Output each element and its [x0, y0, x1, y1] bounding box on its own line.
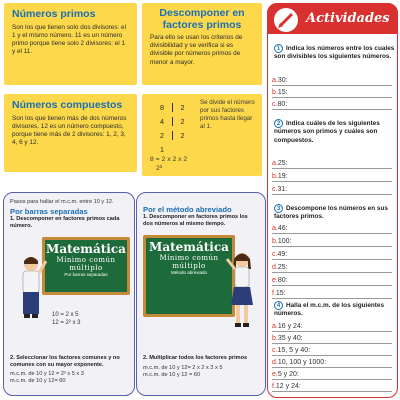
answer-line[interactable] [272, 322, 392, 332]
answer-line[interactable] [272, 185, 392, 195]
board-title: Matemática [149, 240, 229, 254]
answer-line[interactable] [272, 224, 392, 234]
answer-line[interactable] [272, 346, 392, 356]
item-letter: b. [272, 173, 278, 180]
number-1-icon: 1 [274, 44, 283, 53]
card-division-example [142, 94, 262, 176]
item-letter: d. [272, 359, 278, 366]
card-text: Son los que tienen solo dos divisores: el 1 y el mismo número. 11 es un número primo porque tiene solo 2 divisores: el 1 y el 11. [12, 23, 127, 56]
item-letter: c. [272, 347, 278, 354]
question-text: Indica cuáles de los siguientes números son primos y cuáles son compuestos. [274, 120, 380, 144]
answer-line[interactable] [272, 250, 392, 260]
item-letter: b. [272, 335, 278, 342]
number-2-icon: 2 [274, 119, 283, 128]
item-label: 19: [277, 173, 288, 180]
panel-title: Por el método abreviado [143, 205, 232, 214]
division-row [152, 114, 192, 128]
card-title: Números primos [12, 8, 96, 20]
boy-illustration-icon [14, 255, 48, 325]
card-numeros-primos [4, 3, 137, 85]
answer-line[interactable] [272, 382, 392, 392]
item-label: 35 y 40: [277, 335, 303, 342]
answer-line[interactable] [272, 358, 392, 368]
division-table [152, 100, 192, 156]
activities-header [268, 4, 397, 34]
factor: 2 [172, 103, 192, 112]
item-letter: c. [272, 251, 278, 258]
answer-line[interactable] [272, 100, 392, 110]
panel-result [10, 371, 84, 386]
division-row [152, 128, 192, 142]
division-result-line: 8 = 2 x 2 x 2 [150, 156, 188, 163]
item-letter: a. [272, 160, 278, 167]
board-method: Método abreviado [170, 270, 208, 275]
question-3 [274, 204, 396, 222]
dividend: 2 [160, 130, 164, 140]
item-label: 25: [277, 160, 288, 167]
board-subtitle: Mínimo común múltiplo [56, 256, 116, 272]
item-label: 46: [277, 225, 288, 232]
card-text: Para ello se usan los criterios de divisibilidad y se verifica si es divisible por números primos de menor a mayor. [150, 34, 243, 66]
item-letter: a. [272, 77, 278, 84]
girl-illustration-icon [225, 251, 259, 331]
activities-title: Actividades [306, 11, 390, 26]
number-3-icon: 3 [274, 204, 283, 213]
card-title: Números compuestos [12, 99, 123, 111]
factor: 2 [172, 131, 192, 140]
item-label: 30: [277, 77, 288, 84]
item-letter: b. [272, 238, 278, 245]
division-result-power: 2³ [156, 165, 163, 173]
item-label: 12 y 24: [275, 383, 301, 390]
division-row [152, 100, 192, 114]
item-letter: f. [272, 290, 276, 297]
item-letter: b. [272, 89, 278, 96]
question-text: Indica los números entre los cuales son divisibles los siguientes números. [274, 45, 395, 61]
pencil-icon [274, 8, 298, 32]
board-subtitle: Mínimo común múltiplo [159, 254, 219, 270]
answer-line[interactable] [272, 334, 392, 344]
answer-line[interactable] [272, 276, 392, 286]
card-text: Son los que tienen más de dos números divisores. 12 es un número compuesto, porque tiene más de 2 divisores: 1, 2, 3, 4, 6 y 12. [12, 114, 127, 147]
panel-metodo-abreviado [136, 192, 266, 396]
item-letter: a. [272, 323, 278, 330]
question-text: Descompone los números en sus factores primos. [274, 205, 388, 221]
card-title: Descomponer en factores primos [159, 7, 245, 31]
item-letter: e. [272, 277, 278, 284]
item-letter: d. [272, 264, 278, 271]
factor: 2 [172, 117, 192, 126]
answer-line[interactable] [272, 172, 392, 182]
item-label: 15, 5 y 40: [277, 347, 311, 354]
item-label: 80: [277, 277, 288, 284]
panel-result [143, 365, 222, 380]
item-label: 16 y 24: [277, 323, 303, 330]
item-label: 100: [277, 238, 292, 245]
division-note: Se divide el número por sus factores primos hasta llegar al 1. [200, 99, 255, 131]
item-label: 10, 100 y 1000: [277, 359, 327, 366]
panel-title: Por barras separadas [10, 207, 88, 216]
panel-intro: Pasos para hallar el m.c.m. entre 10 y 12. [10, 199, 114, 205]
division-result [150, 155, 187, 173]
question-4 [274, 301, 396, 319]
result-line: m.c.m. de 10 y 12= 2 x 2 x 3 x 5 [143, 365, 223, 371]
activities-panel [267, 3, 398, 398]
equations [52, 311, 81, 327]
dividend: 1 [160, 144, 164, 154]
dividend: 4 [160, 116, 164, 126]
panel-step-2: 2. Multiplicar todos los factores primos [143, 355, 248, 361]
division-row [152, 142, 192, 156]
chalkboard [143, 235, 235, 317]
equation-line: 10 = 2 x 5 [52, 312, 79, 318]
item-label: 15: [275, 290, 286, 297]
item-label: 49: [277, 251, 288, 258]
answer-line[interactable] [272, 76, 392, 86]
result-line: m.c.m. de 10 y 12 = 2² x 5 x 3 [10, 371, 84, 377]
answer-line[interactable] [272, 370, 392, 380]
panel-barras-separadas [3, 192, 135, 396]
question-1 [274, 44, 396, 62]
item-letter: c. [272, 101, 278, 108]
result-line: m.c.m. de 10 y 12= 60 [10, 378, 66, 385]
item-label: 80: [277, 101, 288, 108]
answer-line[interactable] [272, 88, 392, 98]
card-descomponer [142, 3, 262, 85]
board-method: Por barras separadas [64, 272, 108, 277]
number-4-icon: 4 [274, 301, 283, 310]
answer-line[interactable] [272, 289, 392, 299]
item-letter: f. [272, 383, 276, 390]
panel-step-2: 2. Seleccionar los factores comunes y no comunes con su mayor exponente. [10, 355, 120, 368]
board-title: Matemática [46, 242, 126, 256]
panel-step-1: 1. Descomponer en factores primos los dos números al mismo tiempo. [143, 214, 248, 227]
item-label: 25: [277, 264, 288, 271]
item-letter: e. [272, 371, 278, 378]
card-numeros-compuestos [4, 94, 137, 172]
question-text: Halla el m.c.m. de los siguientes números. [274, 302, 385, 318]
answer-line[interactable] [272, 263, 392, 273]
item-letter: c. [272, 186, 278, 193]
item-letter: a. [272, 225, 278, 232]
item-label: 31: [277, 186, 288, 193]
question-2 [274, 119, 396, 145]
equation-line: 12 = 2² x 3 [52, 320, 81, 327]
item-label: 5 y 20: [277, 371, 299, 378]
chalkboard [42, 237, 130, 295]
result-line: m.c.m. de 10 y 12 = 60 [143, 372, 201, 379]
panel-step-1: 1. Descomponer en factores primos cada número. [10, 216, 120, 229]
answer-line[interactable] [272, 237, 392, 247]
item-label: 15: [277, 89, 288, 96]
answer-line[interactable] [272, 159, 392, 169]
dividend: 8 [160, 102, 164, 112]
